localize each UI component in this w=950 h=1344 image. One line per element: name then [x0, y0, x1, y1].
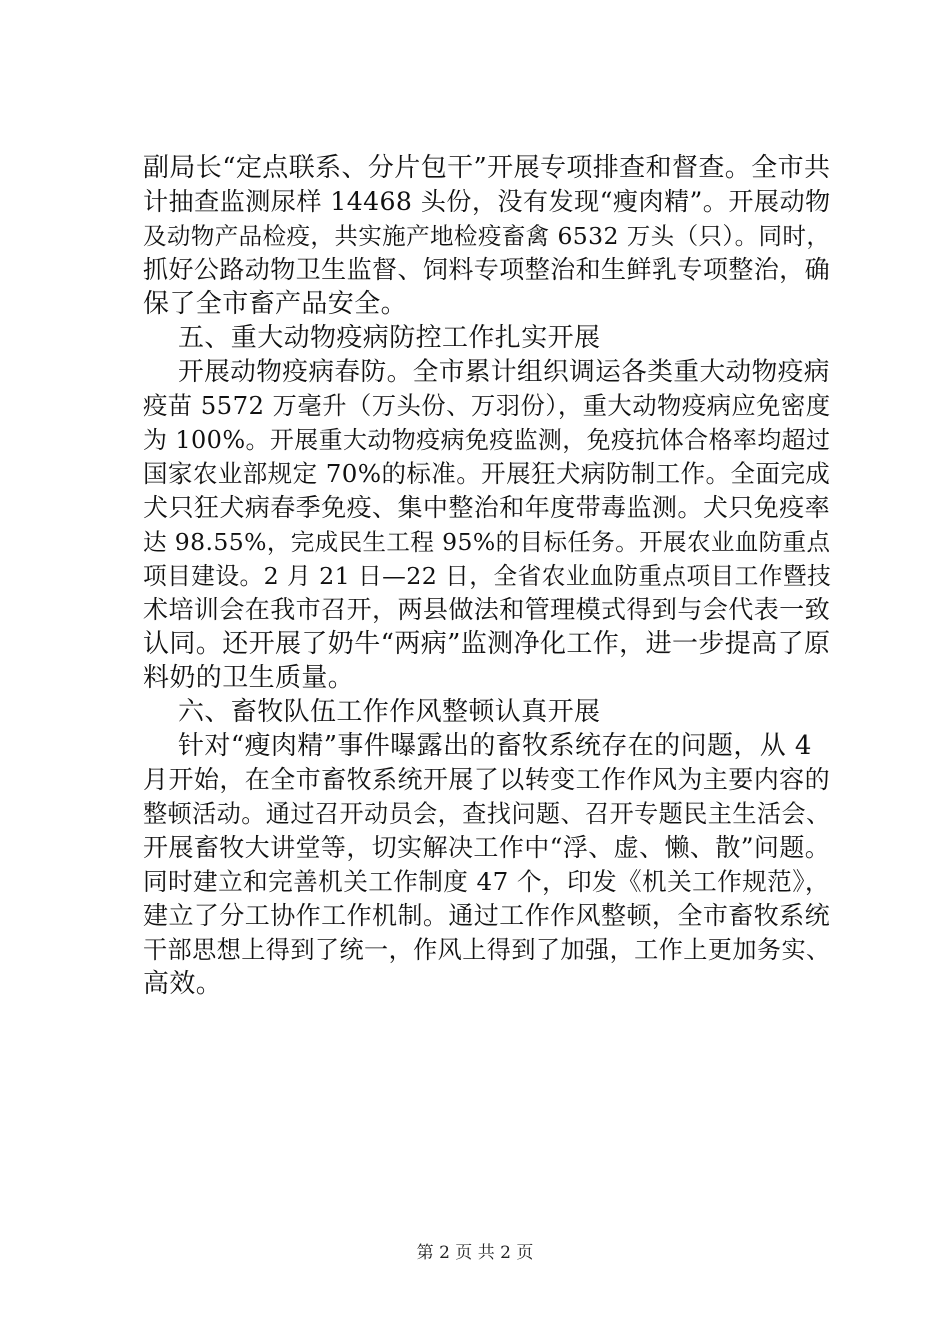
body-text-line: 开展畜牧大讲堂等，切实解决工作中“浮、虚、懒、散”问题。 — [143, 833, 831, 862]
body-text-line: 高效。 — [143, 969, 223, 999]
body-text-line: 计抽查监测尿样 14468 头份，没有发现“瘦肉精”。开展动物 — [143, 187, 831, 216]
body-text-line: 疫苗 5572 万毫升（万头份、万羽份），重大动物疫病应免密度 — [143, 391, 831, 420]
body-text-line: 抓好公路动物卫生监督、饲料专项整治和生鲜乳专项整治，确 — [143, 255, 831, 284]
body-text-line: 同时建立和完善机关工作制度 47 个，印发《机关工作规范》， — [143, 867, 830, 896]
body-text-line: 整顿活动。通过召开动员会，查找问题、召开专题民主生活会、 — [143, 800, 831, 828]
body-text-line: 认同。还开展了奶牛“两病”监测净化工作，进一步提高了原 — [143, 629, 831, 659]
body-text-line: 保了全市畜产品安全。 — [143, 289, 408, 319]
body-text-line: 料奶的卫生质量。 — [143, 663, 355, 693]
body-text-line: 及动物产品检疫，共实施产地检疫畜禽 6532 万头（只）。同时， — [143, 222, 831, 250]
body-text-line: 项目建设。2 月 21 日—22 日，全省农业血防重点项目工作暨技 — [143, 562, 832, 590]
body-text-line: 副局长“定点联系、分片包干”开展专项排查和督查。全市共 — [143, 153, 831, 183]
section-heading: 六、畜牧队伍工作作风整顿认真开展 — [178, 697, 601, 727]
body-text-line: 达 98.55%，完成民生工程 95%的目标任务。开展农业血防重点 — [143, 528, 831, 556]
section-heading: 五、重大动物疫病防控工作扎实开展 — [178, 323, 601, 353]
body-text-line: 国家农业部规定 70%的标准。开展狂犬病防制工作。全面完成 — [143, 459, 831, 488]
body-text-line: 为 100%。开展重大动物疫病免疫监测，免疫抗体合格率均超过 — [143, 426, 831, 454]
body-text-line: 月开始，在全市畜牧系统开展了以转变工作作风为主要内容的 — [143, 765, 831, 794]
body-text-line: 针对“瘦肉精”事件曝露出的畜牧系统存在的问题，从 4 — [178, 731, 812, 761]
body-text-line: 干部思想上得到了统一，作风上得到了加强，工作上更加务实、 — [143, 936, 831, 964]
page-number-footer: 第 2 页 共 2 页 — [416, 1243, 534, 1263]
body-text-line: 建立了分工协作工作机制。通过工作作风整顿，全市畜牧系统 — [143, 901, 831, 930]
body-text-line: 犬只狂犬病春季免疫、集中整治和年度带毒监测。犬只免疫率 — [143, 493, 831, 522]
body-text-line: 开展动物疫病春防。全市累计组织调运各类重大动物疫病 — [178, 357, 830, 387]
body-text-line: 术培训会在我市召开，两县做法和管理模式得到与会代表一致 — [143, 595, 831, 624]
